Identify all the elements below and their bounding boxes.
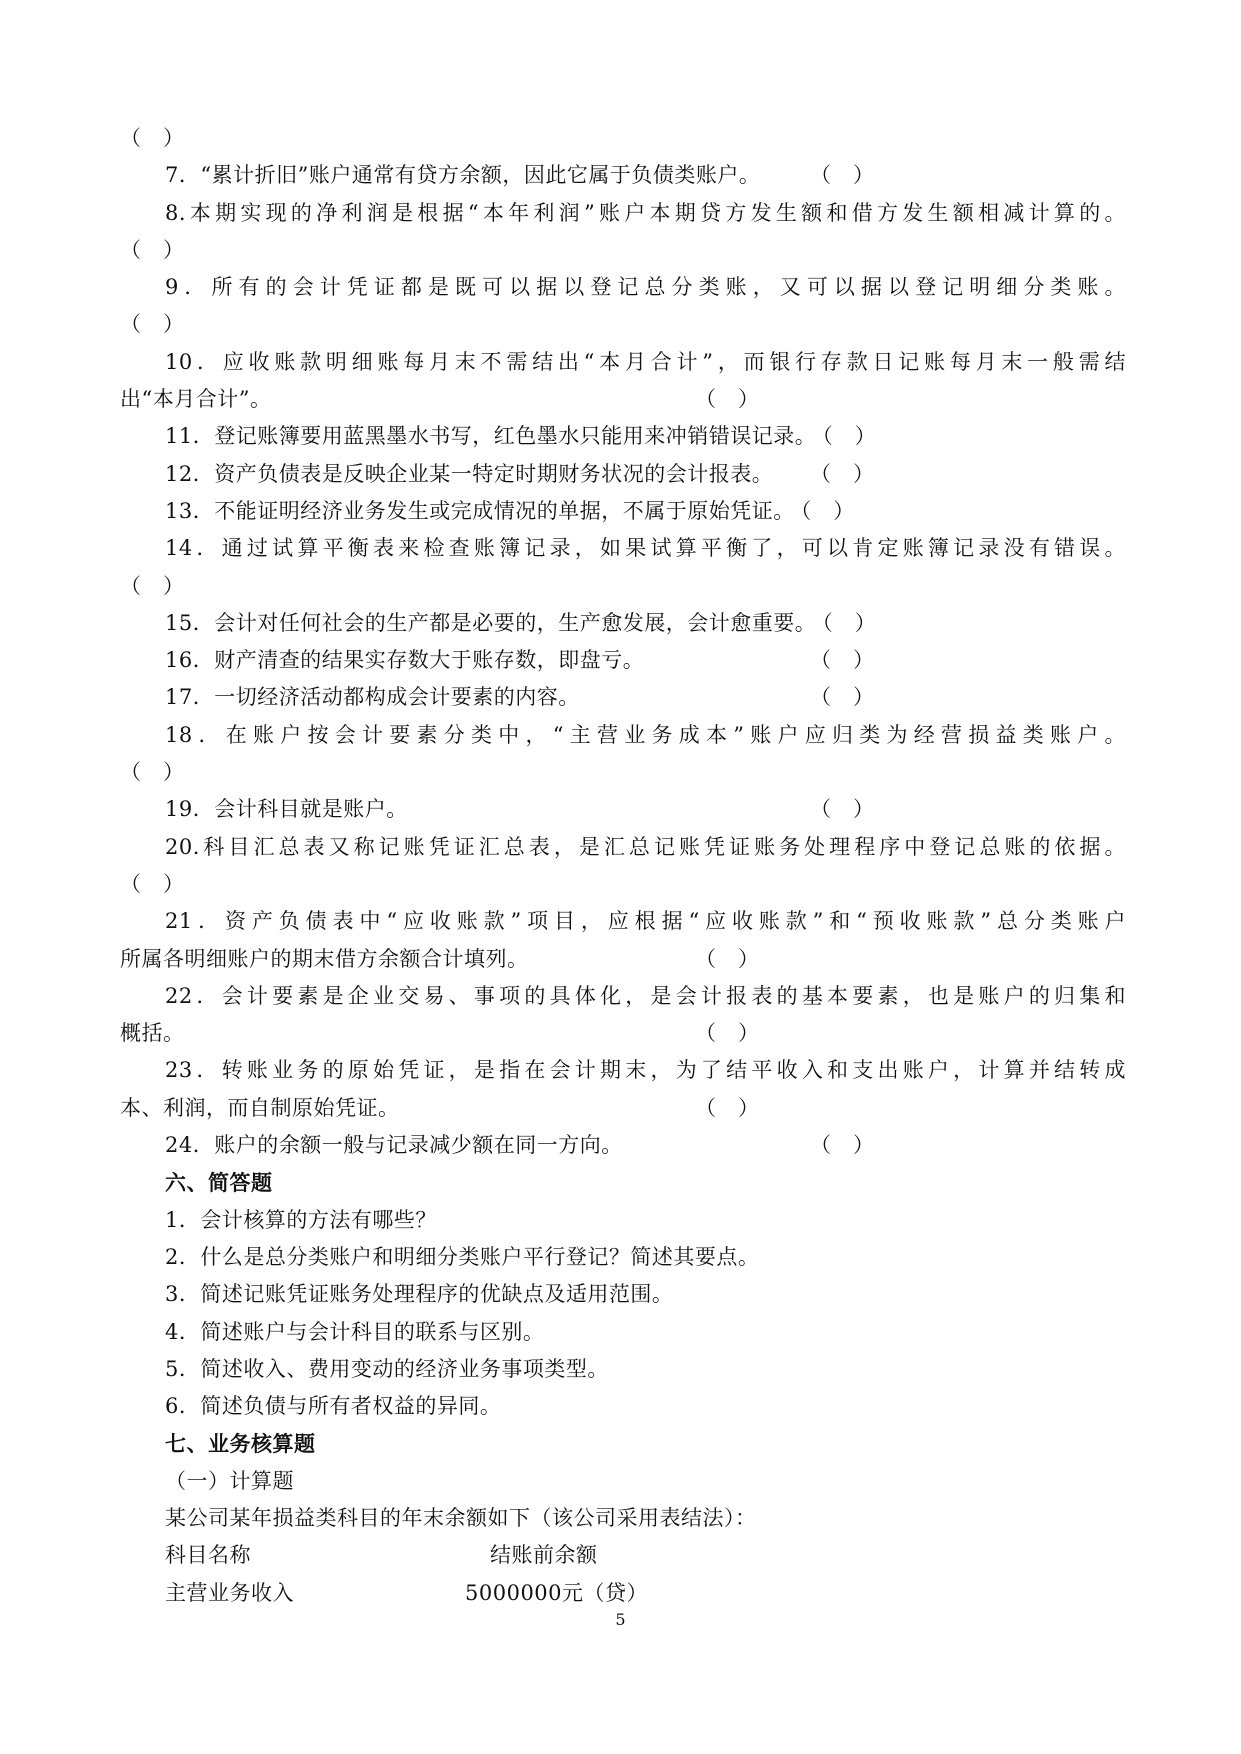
section-heading (120, 1425, 1130, 1462)
question-line (120, 829, 1130, 866)
question-text-continued: 概括。 (120, 1021, 185, 1046)
question-continuation-line (120, 1015, 1130, 1052)
short-answer-question (120, 1276, 1130, 1313)
answer-blank: （ ） (120, 760, 185, 785)
answer-blank: （ ） (695, 946, 760, 971)
table-cell-balance: 5000000元（贷） (465, 1580, 649, 1605)
question-text: 23．转账业务的原始凭证，是指在会计期末，为了结平收入和支出账户，计算并结转成 (165, 1058, 1126, 1083)
question-text: 5．简述收入、费用变动的经济业务事项类型。 (165, 1356, 609, 1381)
answer-blank: （ ） (810, 163, 875, 188)
question-line (120, 605, 1130, 642)
question-text: 4．简述账户与会计科目的联系与区别。 (165, 1319, 545, 1344)
question-line (120, 157, 1130, 194)
page-content (120, 120, 1130, 1612)
question-line (120, 456, 1130, 493)
question-text-continued: 所属各明细账户的期末借方余额合计填列。 (120, 946, 529, 971)
answer-blank: （ ） (822, 610, 877, 635)
question-text: 15．会计对任何社会的生产都是必要的，生产愈发展，会计愈重要。 (165, 610, 817, 635)
question-continuation-line (120, 941, 1130, 978)
short-answer-question (120, 1314, 1130, 1351)
question-line (120, 903, 1130, 940)
question-line (120, 418, 1130, 455)
question-text: 11．登记账簿要用蓝黑墨水书写，红色墨水只能用来冲销错误记录。 (165, 424, 817, 449)
answer-blank: （ ） (695, 1021, 760, 1046)
answer-blank: （ ） (810, 685, 875, 710)
question-text: 3．简述记账凭证账务处理程序的优缺点及适用范围。 (165, 1282, 674, 1307)
section-heading-text: 六、简答题 (165, 1170, 273, 1196)
answer-blank: （ ） (810, 1133, 875, 1158)
question-text: 10．应收账款明细账每月末不需结出“本月合计”，而银行存款日记账每月末一般需结 (165, 349, 1126, 374)
question-text: 22．会计要素是企业交易、事项的具体化，是会计报表的基本要素，也是账户的归集和 (165, 983, 1126, 1008)
section-heading-text: 七、业务核算题 (165, 1431, 316, 1457)
question-line (120, 717, 1130, 754)
table-row (120, 1575, 1130, 1612)
answer-blank-line (120, 306, 1130, 343)
answer-blank-line (120, 232, 1130, 269)
question-line (120, 530, 1130, 567)
answer-blank: （ ） (695, 387, 760, 412)
column-header-balance: 结账前余额 (490, 1543, 598, 1568)
question-line (120, 344, 1130, 381)
problem-intro-text: 某公司某年损益类科目的年末余额如下（该公司采用表结法）： (165, 1505, 757, 1530)
short-answer-question (120, 1388, 1130, 1425)
question-text: 24．账户的余额一般与记录减少额在同一方向。 (165, 1133, 623, 1158)
question-text: 7．“累计折旧”账户通常有贷方余额，因此它属于负债类账户。 (165, 163, 761, 188)
answer-blank-line (120, 866, 1130, 903)
question-line (120, 493, 1130, 530)
page-number: 5 (615, 1610, 626, 1629)
answer-blank: （ ） (120, 871, 185, 896)
answer-blank: （ ） (120, 312, 185, 337)
section-heading (120, 1164, 1130, 1201)
subsection-heading (120, 1463, 1130, 1500)
question-line (120, 1127, 1130, 1164)
short-answer-question (120, 1239, 1130, 1276)
column-header-subject: 科目名称 (165, 1543, 251, 1568)
question-text: 12．资产负债表是反映企业某一特定时期财务状况的会计报表。 (165, 461, 774, 486)
question-line (120, 978, 1130, 1015)
answer-blank: （ ） (120, 237, 185, 262)
question-line (120, 679, 1130, 716)
question-line (120, 791, 1130, 828)
question-text: 6．简述负债与所有者权益的异同。 (165, 1394, 502, 1419)
question-text: 8.本期实现的净利润是根据“本年利润”账户本期贷方发生额和借方发生额相减计算的。 (165, 200, 1126, 225)
answer-blank-line (120, 754, 1130, 791)
answer-blank: （ ） (800, 498, 855, 523)
subsection-heading-text: （一）计算题 (165, 1468, 294, 1493)
question-text: 13．不能证明经济业务发生或完成情况的单据，不属于原始凭证。 (165, 498, 795, 523)
short-answer-question (120, 1351, 1130, 1388)
question-line (120, 1052, 1130, 1089)
answer-blank: （ ） (695, 1095, 760, 1120)
answer-blank: （ ） (120, 573, 185, 598)
answer-blank: （ ） (810, 797, 875, 822)
question-text-continued: 本、利润，而自制原始凭证。 (120, 1095, 400, 1120)
question-continuation-line (120, 1090, 1130, 1127)
question-text: 9．所有的会计凭证都是既可以据以登记总分类账，又可以据以登记明细分类账。 (165, 275, 1126, 300)
problem-intro (120, 1500, 1130, 1537)
question-continuation-line (120, 381, 1130, 418)
answer-blank: （ ） (120, 126, 185, 150)
answer-blank: （ ） (810, 461, 875, 486)
answer-blank-line (120, 120, 1130, 157)
question-text: 21．资产负债表中“应收账款”项目，应根据“应收账款”和“预收账款”总分类账户 (165, 909, 1126, 934)
question-line (120, 269, 1130, 306)
question-line (120, 195, 1130, 232)
answer-blank: （ ） (810, 648, 875, 673)
question-text: 1．会计核算的方法有哪些？ (165, 1207, 437, 1232)
question-text-continued: 出“本月合计”。 (120, 387, 272, 412)
short-answer-question (120, 1202, 1130, 1239)
table-header-row (120, 1537, 1130, 1574)
question-text: 14．通过试算平衡表来检查账簿记录，如果试算平衡了，可以肯定账簿记录没有错误。 (165, 536, 1126, 561)
question-text: 19．会计科目就是账户。 (165, 797, 408, 822)
question-text: 16．财产清查的结果实存数大于账存数，即盘亏。 (165, 648, 645, 673)
table-cell-subject: 主营业务收入 (165, 1580, 294, 1605)
answer-blank-line (120, 568, 1130, 605)
question-line (120, 642, 1130, 679)
answer-blank: （ ） (822, 424, 877, 449)
question-text: 18．在账户按会计要素分类中，“主营业务成本”账户应归类为经营损益类账户。 (165, 722, 1126, 747)
question-text: 17．一切经济活动都构成会计要素的内容。 (165, 685, 580, 710)
question-text: 20.科目汇总表又称记账凭证汇总表，是汇总记账凭证账务处理程序中登记总账的依据。 (165, 834, 1126, 859)
question-text: 2．什么是总分类账户和明细分类账户平行登记？简述其要点。 (165, 1244, 760, 1269)
